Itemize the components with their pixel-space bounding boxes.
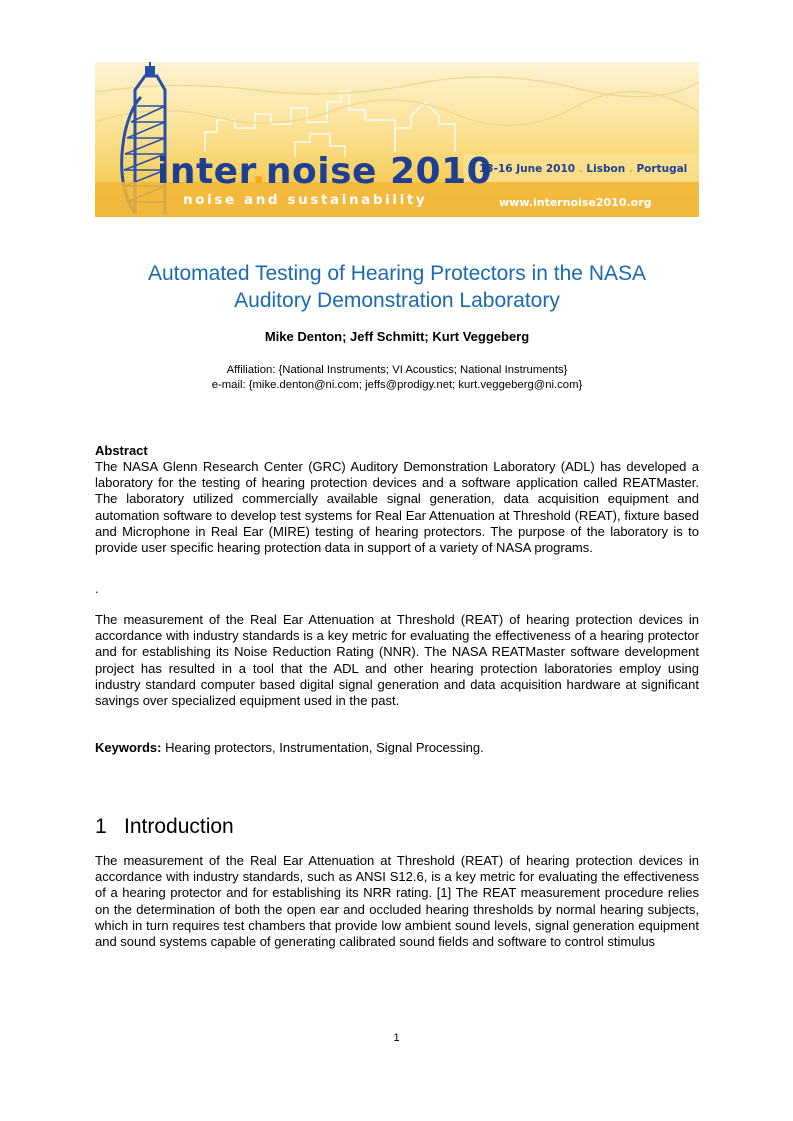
paper-authors: Mike Denton; Jeff Schmitt; Kurt Veggeberg [264,329,530,344]
conference-city: Lisbon [586,163,626,175]
conference-country: Portugal [636,163,688,175]
logo-inter: inter [157,151,252,192]
abstract-heading: Abstract [95,443,148,458]
section-title: Introduction [124,815,234,838]
author-emails: e-mail: {mike.denton@ni.com; jeffs@prodigy.net; kurt.veggeberg@ni.com} [211,379,583,391]
paper-title [95,260,699,314]
abstract-paragraph-2: The measurement of the Real Ear Attenuation at Threshold (REAT) of hearing protection devices in accordance with industry standards is a key metric for evaluating the effectiveness of a hearing protector and for establishing its Noise Reduction Rating (NNR). The NASA REATMaster software development project has resulted in a tool that the ADL and other hearing protection laboratories employ using industry standard computer based digital signal generation and data acquisition hardware at significant savings over specialized equipment used in the past. [95,612,699,709]
section-number: 1 [95,815,107,838]
paper-title-line-1: Automated Testing of Hearing Protectors in the NASA [147,262,647,285]
page-number: 1 [393,1032,400,1044]
conference-date-location [479,163,687,175]
conference-banner [95,62,699,217]
logo-noise-year: noise 2010 [265,151,493,192]
affiliation-block [95,363,699,393]
date-separator-1: . [575,163,587,175]
affiliation: Affiliation: {National Instruments; VI Acoustics; National Instruments} [226,364,568,376]
conference-url: www.internoise2010.org [499,196,652,209]
conference-logo [157,151,493,192]
introduction-paragraph-1: The measurement of the Real Ear Attenuation at Threshold (REAT) of hearing protection devices in accordance with industry standards, such as ANSI S12.6, is a key metric for evaluating the effectiveness of a hearing protector and for establishing its NRR rating. [1] The REAT measurement procedure relies on the determination of both the open ear and occluded hearing thresholds by normal hearing subjects, which in turn requires test chambers that provide low ambient sound levels, signal generation equipment and sound systems capable of generating calibrated sound fields and software to control stimulus [95,853,699,950]
section-heading-introduction [95,815,234,839]
keywords-line [95,740,699,756]
date-separator-2: . [625,163,637,175]
abstract-dot: . [95,581,99,596]
abstract-paragraph-1: The NASA Glenn Research Center (GRC) Auditory Demonstration Laboratory (ADL) has developed a laboratory for the testing of hearing protection devices and a software application called REATMaster. The laboratory utilized commercially available signal generation, data acquisition equipment and automation software to develop test systems for Real Ear Attenuation at Threshold (REAT), fixture based and Microphone in Real Ear (MIRE) testing of hearing protectors. The purpose of the laboratory is to provide user specific hearing protection data in support of a variety of NASA programs. [95,459,699,556]
paper-title-line-2: Auditory Demonstration Laboratory [234,289,560,312]
conference-date: 13-16 June 2010 [479,163,576,175]
keywords-list: Hearing protectors, Instrumentation, Signal Processing. [161,740,484,755]
logo-dot: . [251,151,266,192]
keywords-label: Keywords: [95,740,162,755]
conference-tagline: noise and sustainability [183,192,428,208]
